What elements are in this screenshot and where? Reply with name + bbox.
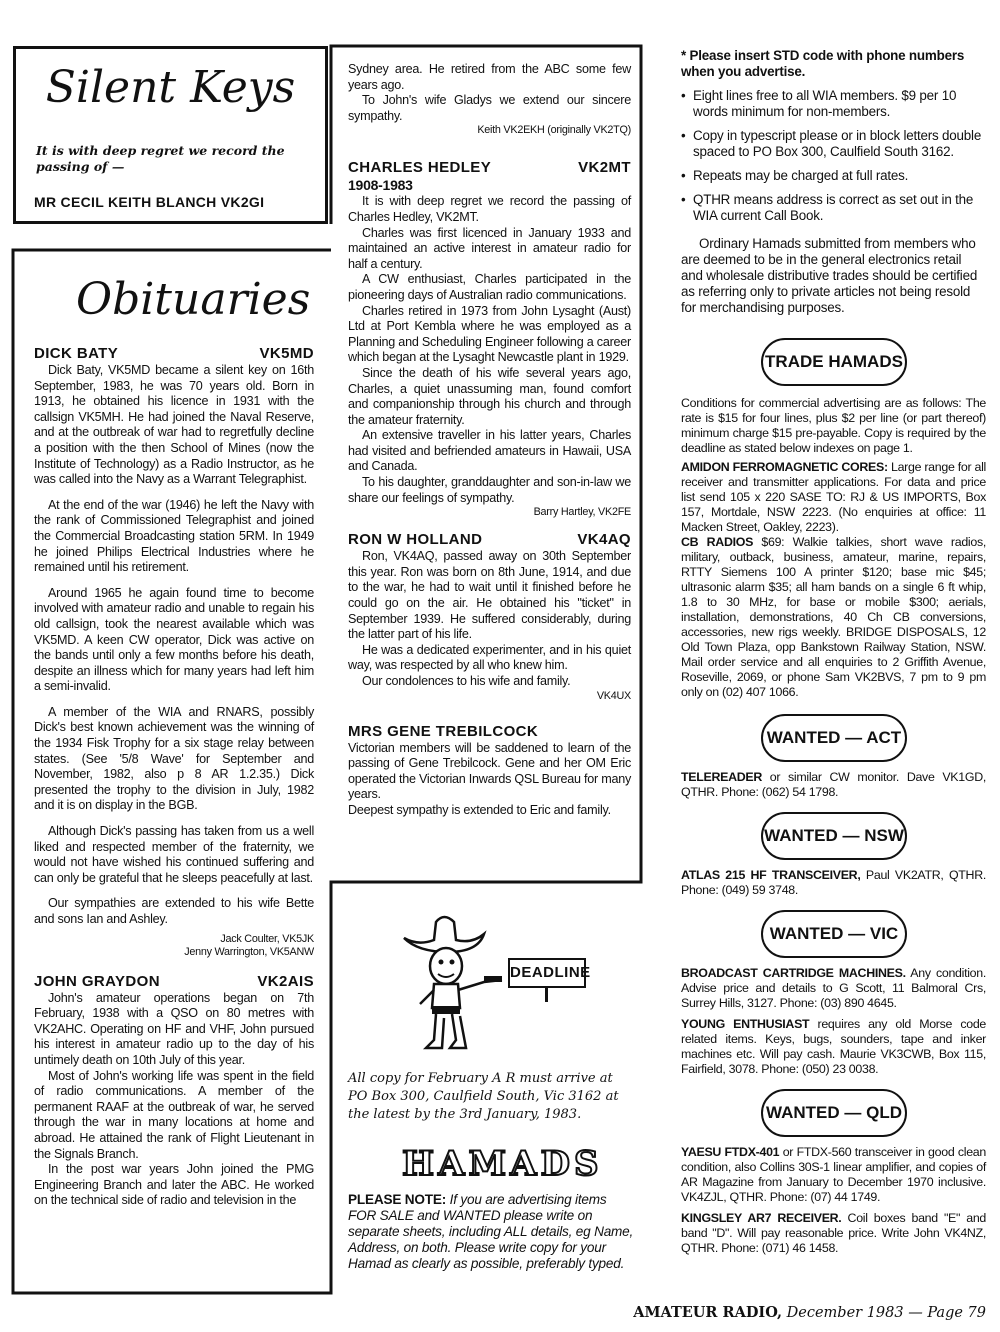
ron-holland-p3: Our condolences to his wife and family. [362,674,571,688]
wanted-qld-pill: WANTED — QLD [761,1089,907,1137]
charles-hedley-sig: Barry Hartley, VK2FE [533,506,631,519]
silent-keys-name: MR CECIL KEITH BLANCH VK2GI [34,194,265,210]
footer-magazine: AMATEUR RADIO, [633,1304,783,1321]
charles-hedley-years: 1908-1983 [348,177,413,194]
ad-cb-radios: CB RADIOS $69: Walkie talkies, short wave radios, military, outback, business, amateur, marine, repairs, RTTY Siemens 100 A printer $120; base mic $45; ultrasonic alarm $35; all ham bands on a single 6 ft whip, 1.8 to 30 MHz, for base or mobile $300; aerials, installation, demonstrations, 40 Ch CB conversions, accessories, new rigs weekly. BRIDGE DISPOSALS, 12 Old Town Plaza, opp Bankstown Railway Station, NSW. Mail order service and all enquiries to 2 Griffith Avenue, Roseville, 2069, or phone Sam VK2BVS, 7 pm to 9 pm only on (02) 407 1066. [681,535,987,699]
page-footer [633,1304,986,1321]
charles-hedley-heading: CHARLES HEDLEY VK2MT [348,159,631,177]
charles-hedley-p7: To his daughter, granddaughter and son-in-law we share our feelings of sympathy. [348,475,631,505]
charles-hedley-p3: A CW enthusiast, Charles participated in the pioneering days of Australian radio communications. [348,272,631,302]
gene-trebilcock-p1: Victorian members will be saddened to learn of the passing of Gene Trebilcock. Gene and her OM Eric operated the Victorian Inwards QSL Bureau for many years. [348,740,631,802]
silent-keys-intro: It is with deep regret we record the passing of — [36,143,285,174]
wanted-vic-pill: WANTED — VIC [761,910,907,958]
dick-baty-p2: At the end of the war (1946) he left the Navy with the rank of Commissioned Telegraphist and joined the Commercial Broadcasting station 5RM. In 1949 he joined Philips Electrical Industries where he remained until his retirement. [34,497,314,575]
gene-trebilcock-p2: Deepest sympathy is extended to Eric and family. [348,802,611,817]
hamads-note [348,1192,634,1272]
ad-atlas: ATLAS 215 HF TRANSCEIVER, Paul VK2ATR, QTHR. Phone: (049) 59 3748. [681,868,986,897]
bullet-2: • Copy in typescript please or in block letters double spaced to PO Box 300, Caulfield South 3162. [681,128,982,159]
bullet-1: • Eight lines free to all WIA members. $9 per 10 words minimum for non-members. [681,88,957,119]
ron-holland-p1: Ron, VK4AQ, passed away on 30th September this year. Ron was born on 8th June, 1914, and due to the war, he had to wait until it finished before he could go on the air. He obtained his "ticket" in September 1939. He suffered considerably, during the latter part of his life. [348,549,631,642]
deadline-post [545,988,548,1002]
gene-trebilcock-heading: MRS GENE TREBILCOCK [348,722,539,740]
wanted-act-pill: WANTED — ACT [761,714,907,762]
john-graydon-p3: In the post war years John joined the PMG Engineering Branch and later the ABC. He worked on the technical side of radio and television in the [34,1162,314,1208]
silent-keys-title: Silent Keys [45,62,296,113]
ron-holland-sig: VK4UX [596,689,631,702]
hamads-note-label: PLEASE NOTE: [348,1192,447,1207]
ordinary-hamads-note: Ordinary Hamads submitted from members who are deemed to be in the general electronics retail and wholesale distributive trades should be certified as referring only to private articles not being resold for merchandising purposes. [681,236,978,315]
trade-hamads-pill: TRADE HAMADS [761,338,907,386]
hamads-note-text: If you are advertising items FOR SALE and WANTED please write on separate sheets, including ALL details, eg Name, Address, on both. Please write copy for your Hamad as clearly as possible, preferably typed. [348,1192,634,1271]
wanted-nsw-pill: WANTED — NSW [761,812,907,860]
dick-baty-p3: Around 1965 he again found time to become involved with amateur radio and unable to regain his old callsign, took the nearest available which was VK5MD. A keen CW operator, Dick was active on the bands until only a few months before his death, despite an illness which for many years had left him a semi-invalid. [34,585,314,694]
hamads-title: HAMADS [402,1144,603,1184]
ron-holland-heading: RON W HOLLAND VK4AQ [348,531,631,549]
charles-hedley-p1: It is with deep regret we record the passing of Charles Hedley, VK2MT. [348,194,631,224]
footer-issue: December 1983 — Page 79 [786,1305,986,1321]
right-column [681,48,986,1256]
deadline-text: All copy for February A R must arrive at PO Box 300, Caulfield South, Vic 3162 at the latest by the 3rd January, 1983. [348,1071,619,1122]
john-graydon-p2: Most of John's working life was spent in the field of radio communications. A member of the permanent RAAF at the outbreak of war, he served through the war in many locations at home and abroad. He attained the rank of Flight Lieutenant in the Signals Branch. [34,1068,314,1161]
dick-baty-p6: Our sympathies are extended to his wife Bette and sons Ian and Ashley. [34,896,314,926]
ad-young-enthusiast: YOUNG ENTHUSIAST requires any old Morse code related items. Keys, bugs, sounders, tape and inker machines etc. Will pay cash. Maurie VK3CWB, Box 115, Fairfield, 3078. Phone: (050) 23 0038. [681,1017,986,1076]
john-cont-sig: Keith VK2EKH (originally VK2TQ) [477,124,631,137]
charles-hedley-p5: Since the death of his wife several years ago, Charles, a quiet unassuming man, found comfort and companionship through his church and through the amateur fraternity. [348,365,631,427]
deadline-sign: DEADLINE [508,958,586,988]
left-column [34,345,314,1209]
dick-baty-sig1: Jack Coulter, VK5JK [220,932,314,945]
john-cont-p1: Sydney area. He retired from the ABC some few years ago. [348,62,631,92]
cowboy-illustration [398,908,508,1058]
ad-broadcast: BROADCAST CARTRIDGE MACHINES. Any condition. Advise price and details to G Scott, 11 Balmoral Crs, Surrey Hills, 3127. Phone: (03) 890 4645. [681,966,986,1010]
ad-telereader: TELEREADER or similar CW monitor. Dave VK1GD, QTHR. Phone: (062) 54 1798. [681,770,986,799]
dick-baty-heading: DICK BATY VK5MD [34,345,314,362]
charles-hedley-p6: An extensive traveller in his latter years, Charles had visited and befriended amateurs in Hawaii, USA and Canada. [348,428,631,474]
dick-baty-p4: A member of the WIA and RNARS, possibly Dick's best known achievement was the winning of the 1934 Fisk Trophy for a six stage relay between states. (See '5/8 Wave' for September and November, 1982, also p 8 AR 1.2.35.) Dick presented the trophy to the division in July, 1982 and it is on display in the BGB. [34,704,314,813]
charles-hedley-p2: Charles was first licenced in January 1933 and maintained an active interest in amateur radio for half a century. [348,225,631,271]
middle-column [348,62,631,819]
ad-amidon: AMIDON FERROMAGNETIC CORES: Large range for all receiver and transmitter applications. For data and price list send 105 x 220 SASE TO: RJ & US IMPORTS, Box 157, Mortdale, NSW 2223. (No enquiries at office: 11 Macken Street, Oakley, 2223). [681,460,986,534]
bullet-4: • QTHR means address is correct as set out in the WIA current Call Book. [681,192,974,223]
bullet-3: • Repeats may be charged at full rates. [681,168,909,183]
charles-hedley-p4: Charles retired in 1973 from John Lysaght (Aust) Ltd at Port Kembla where he was employed as a Planning and Scheduling Engineer following a career which began at the Lysaght Newcastle plant in 1929. [348,303,631,365]
ron-holland-p2: He was a dedicated experimenter, and in his quiet way, was respected by all who knew him. [348,642,631,673]
john-graydon-heading: JOHN GRAYDON VK2AIS [34,972,314,990]
trade-conditions: Conditions for commercial advertising are as follows: The rate is $15 for four lines, plus $2 per line (or part thereof) minimum charge $15 pre-payable. Copy is required by the deadline as stated below indexes on page 1. [681,396,986,455]
ad-yaesu: YAESU FTDX-401 or FTDX-560 transceiver in good clean condition, also Collins 30S-1 linear amplifier, and copies of AR Magazine from January to December 1970 inclusive. VK4ZJL, QTHR. Phone: (07) 44 1749. [681,1145,986,1204]
ad-kingsley: KINGSLEY AR7 RECEIVER. Coil boxes band "E" and band "D". Will pay reasonable price. Write John VK4NZ, QTHR. Phone: (071) 46 1458. [681,1211,986,1255]
dick-baty-p1: Dick Baty, VK5MD became a silent key on 16th September, 1983, he was 70 years old. Born in 1913, he obtained his licence in 1931 with the callsign VK5MH. He had joined the Naval Reserve, and at the outbreak of war had to regretfully decline a position with the then School of Mines (now the Institute of Technology) as a Radio Instructor, as he was called into the Navy as a Warrant Telegraphist. [34,363,314,487]
dick-baty-p5: Although Dick's passing has taken from us a well liked and respected member of the fraternity, we would not have wished his continued suffering and can only be grateful that he sleeps peacefully at last. [34,824,314,885]
john-cont-p2: To John's wife Gladys we extend our sincere sympathy. [348,93,631,123]
std-note: * Please insert STD code with phone numbers when you advertise. [681,48,965,79]
obituaries-title: Obituaries [76,274,311,325]
dick-baty-sig2: Jenny Warrington, VK5ANW [184,945,314,958]
john-graydon-p1: John's amateur operations began on 7th February, 1938 with a QSO on 80 metres with VK2AHC. Operating on HF and VHF, John pursued his interest in amateur radio up to the day of his untimely death on 10th July of this year. [34,990,314,1067]
